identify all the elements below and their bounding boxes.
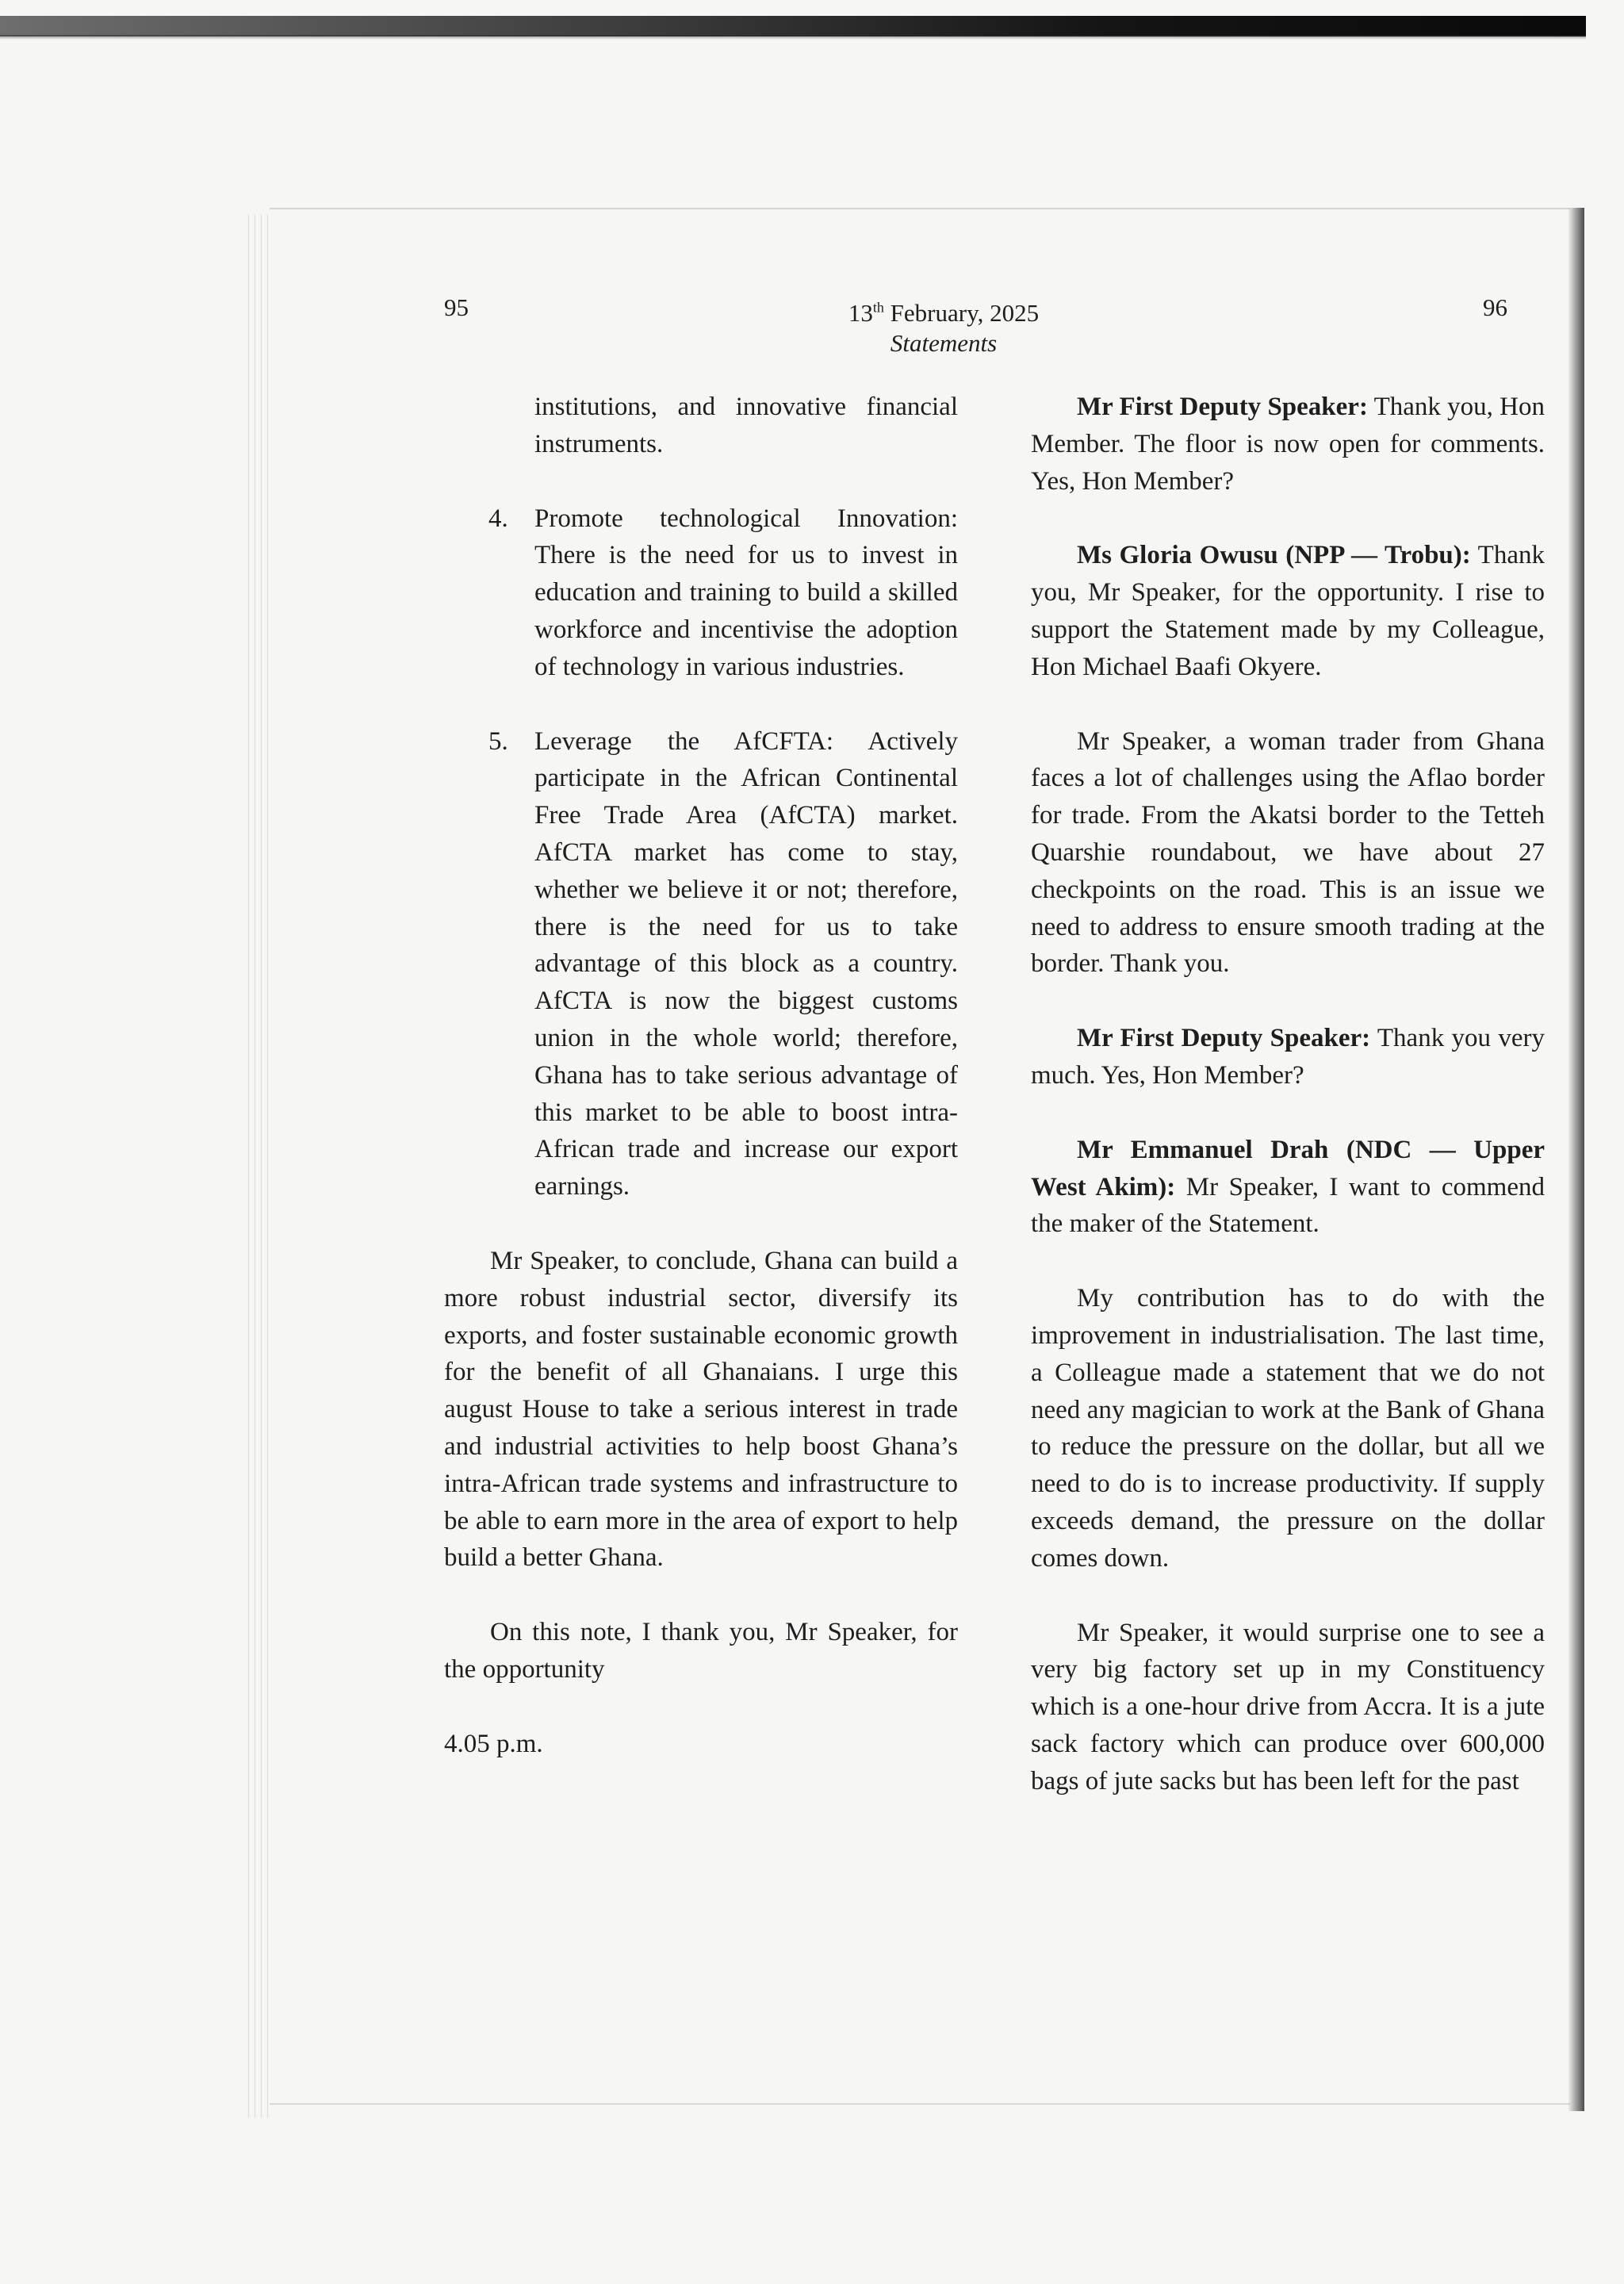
closing-paragraph: On this note, I thank you, Mr Speaker, for the opportunity (444, 1618, 958, 1684)
page-number-right: 96 (1483, 293, 1507, 321)
body-paragraph: Mr Speaker, a woman trader from Ghana faces a lot of challenges using the Aflao border for trade. From the Akatsi border to the Tetteh Quarshie roundabout, we have about 27 checkpoints on the road. This is an issue we need to address to ensure smooth trading at the border. Thank you. (1031, 726, 1545, 979)
list-item-text: Promote technological Innovation: There is the need for us to invest in education and training to build a skilled workforce and incentivise the adoption of technology in various industries. (534, 504, 958, 681)
conclusion-paragraph: Mr Speaker, to conclude, Ghana can build a more robust industrial sector, diversify its exports, and foster sustainable economic growth for the benefit of all Ghanaians. I urge this august House to take a serious interest in trade and industrial activities to help boost Ghana’s intra-African trade systems and infrastructure to be able to earn more in the area of export to help build a better Ghana. (444, 1246, 958, 1573)
scan-top-bar (0, 16, 1586, 36)
speaker-name: Ms Gloria Owusu (NPP — Trobu): (1077, 541, 1471, 570)
speaker-paragraph: Mr First Deputy Speaker: Thank you, Hon Member. The floor is now open for comments. Yes, Hon Member? (1031, 393, 1545, 496)
page-number-left: 95 (444, 293, 469, 321)
page-edge-top (270, 208, 1570, 209)
header-date: 13th February, 2025 (848, 299, 1040, 328)
list-item-4 (444, 500, 958, 686)
body-paragraph: My contribution has to do with the improvement in industrialisation. The last time, a Colleague made a statement that we do not need any magician to work at the Bank of Ghana to reduce the pressure on the dollar, but all we need to do is to increase productivity. If supply exceeds demand, the pressure on the dollar comes down. (1031, 1284, 1545, 1573)
speaker-paragraph: Ms Gloria Owusu (NPP — Trobu): Thank you, Mr Speaker, for the opportunity. I rise to support the Statement made by my Colleague, Hon Michael Baafi Okyere. (1031, 541, 1545, 681)
speaker-name: Mr Emmanuel Drah (NDC — Upper West Akim): (1031, 1135, 1545, 1201)
running-header (761, 292, 1126, 358)
list-item-5 (444, 723, 958, 1205)
timestamp: 4.05 p.m. (444, 1729, 543, 1758)
speaker-name: Mr First Deputy Speaker: (1077, 393, 1368, 421)
page-edge-bottom (270, 2103, 1570, 2105)
scan-top-shadow (0, 35, 1586, 40)
scan-binding-edge-left (246, 214, 270, 2117)
header-section: Statements (890, 329, 998, 358)
left-column (444, 389, 958, 1763)
list-number: 4. (488, 504, 508, 533)
list-item-text: Leverage the AfCFTA: Actively participate in the African Continental Free Trade Area (AfCTA) market. AfCTA market has come to stay, whether we believe it or not; therefore, there is the need for us to take advantage of this block as a country. AfCTA is now the biggest customs union in the whole world; therefore, Ghana has to take serious advantage of this market to be able to boost intra-African trade and increase our export earnings. (534, 726, 958, 1201)
list-number: 5. (488, 726, 508, 756)
body-paragraph: Mr Speaker, it would surprise one to see a very big factory set up in my Constituency which is a one-hour drive from Accra. It is a jute sack factory which can produce over 600,000 bags of jute sacks but has been left for the past (1031, 1618, 1545, 1795)
right-column (1031, 389, 1545, 1800)
scan-binding-edge-right (1568, 208, 1584, 2111)
speaker-name: Mr First Deputy Speaker: (1077, 1024, 1371, 1053)
continued-list-text: institutions, and innovative financial instruments. (534, 393, 958, 458)
speaker-paragraph: Mr Emmanuel Drah (NDC — Upper West Akim): Mr Speaker, I want to commend the maker of the Statement. (1031, 1135, 1545, 1239)
speaker-paragraph: Mr First Deputy Speaker: Thank you very much. Yes, Hon Member? (1031, 1024, 1545, 1090)
